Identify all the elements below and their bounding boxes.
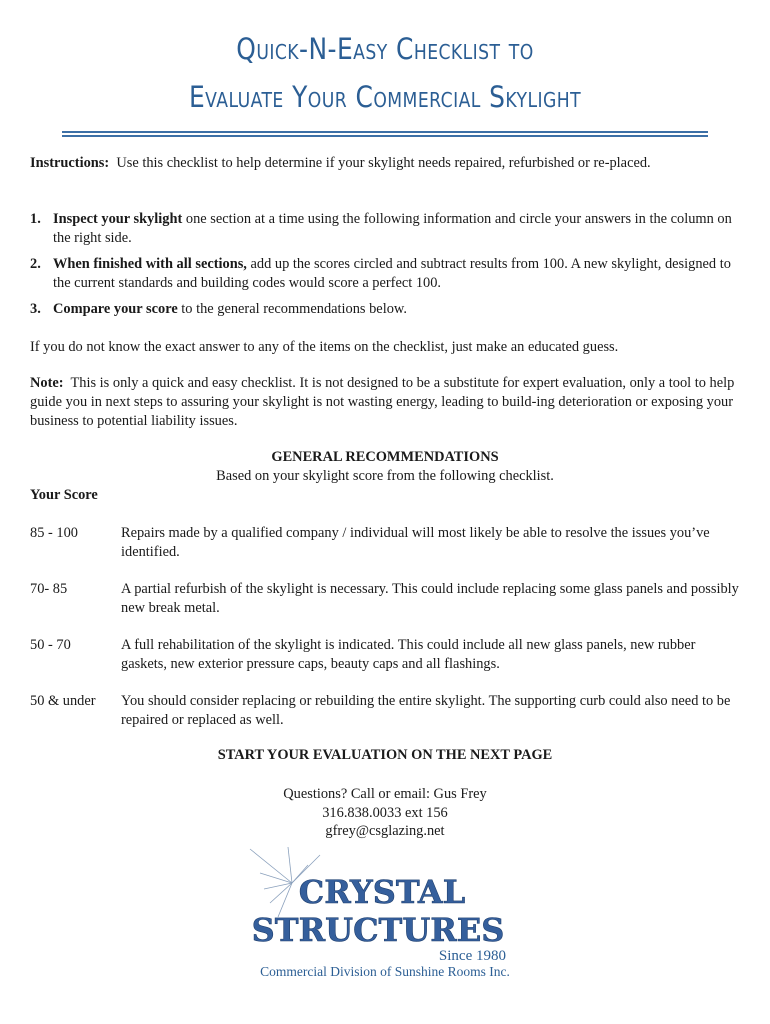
- step-number: 2.: [30, 256, 41, 272]
- step-bold: When finished with all sections,: [53, 256, 247, 272]
- step-text: to the general recommendations below.: [177, 301, 407, 317]
- title-line-2: Evaluate Your Commercial Skylight: [188, 80, 582, 114]
- logo-since: Since 1980: [438, 948, 506, 964]
- note-label: Note:: [30, 375, 64, 391]
- contact-phone: 316.838.0033 ext 156: [322, 805, 448, 821]
- score-recommendation: You should consider replacing or rebuilding the entire skylight. The supporting curb could also need to be repaired or replaced as well.: [121, 693, 731, 728]
- step-bold: Inspect your skylight: [53, 211, 183, 227]
- title-rule-bottom: [62, 135, 708, 137]
- note-text: This is only a quick and easy checklist. It is not designed to be a substitute for expert evaluation, only a tool to help guide you in next steps to assuring your skylight is not wasting energy, leading to build-ing deterioration or exposing your business to potential liability issues.: [30, 375, 735, 429]
- step-1: [30, 210, 736, 248]
- contact-email: gfrey@csglazing.net: [325, 823, 445, 839]
- title-rule-top: [62, 131, 708, 133]
- recommendations-heading: GENERAL RECOMMENDATIONS: [271, 449, 499, 465]
- instructions-text: Use this checklist to help determine if your skylight needs repaired, refurbished or re-placed.: [116, 155, 651, 171]
- step-number: 1.: [30, 211, 41, 227]
- logo-tagline: Commercial Division of Sunshine Rooms Inc.: [260, 964, 510, 979]
- logo-word-structures: STRUCTURES: [251, 911, 505, 949]
- score-range: 50 - 70: [30, 637, 71, 653]
- score-recommendation: A full rehabilitation of the skylight is indicated. This could include all new glass panels, new rubber gaskets, new exterior pressure caps, beauty caps and all flashings.: [121, 637, 696, 672]
- score-range: 85 - 100: [30, 525, 78, 541]
- recommendations-subheading: Based on your skylight score from the following checklist.: [216, 468, 554, 484]
- start-evaluation-text: START YOUR EVALUATION ON THE NEXT PAGE: [217, 747, 553, 763]
- step-bold: Compare your score: [53, 301, 178, 317]
- logo-word-crystal: CRYSTAL: [298, 873, 466, 911]
- score-range: 50 & under: [30, 693, 96, 709]
- instructions-label: Instructions:: [30, 155, 110, 171]
- unknown-note: If you do not know the exact answer to any of the items on the checklist, just make an educated guess.: [30, 339, 619, 355]
- title-line-1: Quick-N-Easy Checklist to: [236, 32, 534, 66]
- contact-line: Questions? Call or email: Gus Frey: [283, 786, 487, 802]
- step-number: 3.: [30, 301, 41, 317]
- score-recommendation: A partial refurbish of the skylight is necessary. This could include replacing some glass panels and possibly new break metal.: [121, 581, 739, 616]
- score-label: Your Score: [30, 487, 98, 503]
- instructions-paragraph: [30, 154, 736, 173]
- step-text: one section at a time using the following information and circle your answers in the column on the right side.: [53, 211, 732, 246]
- note-paragraph: [30, 374, 736, 431]
- step-3: [30, 300, 736, 319]
- crystal-structures-logo: [230, 845, 530, 965]
- score-recommendation: Repairs made by a qualified company / individual will most likely be able to resolve the issues you’ve identified.: [121, 525, 710, 560]
- score-range: 70- 85: [30, 581, 68, 597]
- step-text: add up the scores circled and subtract results from 100. A new skylight, designed to the current standards and building codes would score a perfect 100.: [53, 256, 731, 291]
- step-2: [30, 255, 736, 293]
